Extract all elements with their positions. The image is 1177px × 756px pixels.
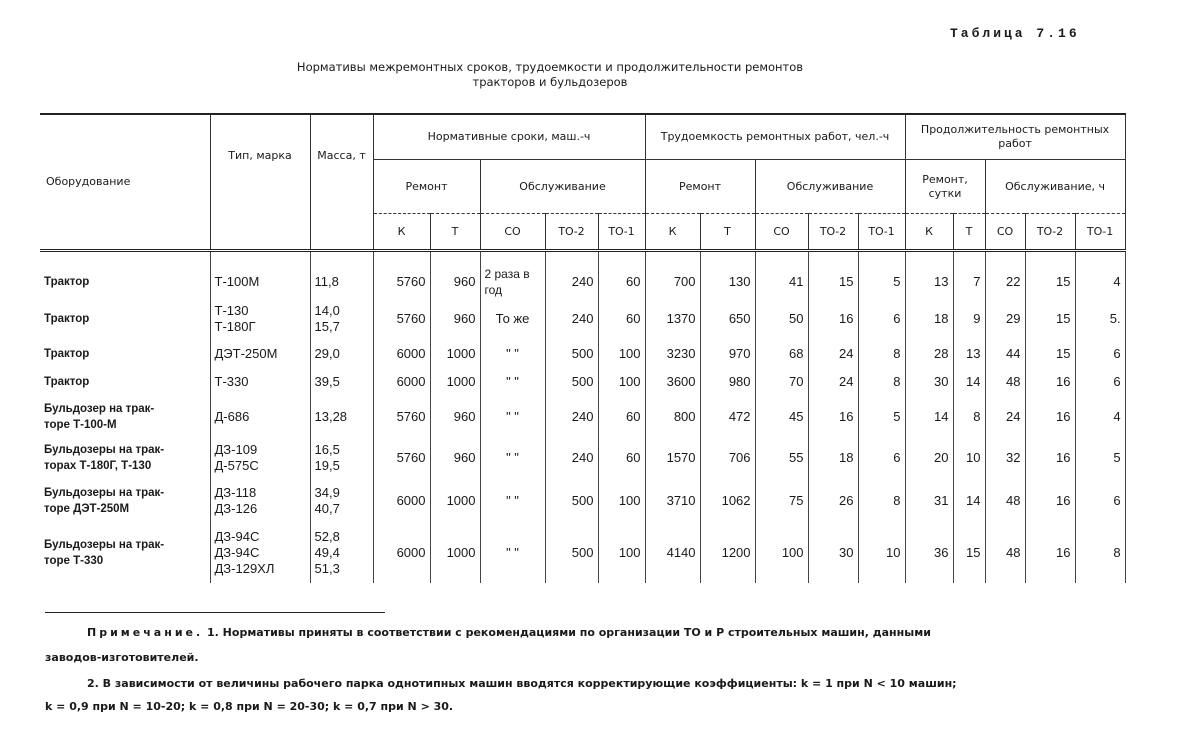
value-cell: 100 [598,340,645,368]
value-cell: 16 [808,298,858,340]
value-cell: 32 [985,438,1025,478]
subheader-7: СО [755,214,808,251]
value-cell: 5 [1075,438,1125,478]
value-cell: 1062 [700,478,755,523]
value-cell: То же [480,298,545,340]
type-cell: Т-130 Т-180Г [210,298,310,340]
value-cell: 16 [808,396,858,438]
value-cell: 16 [1025,396,1075,438]
mass-cell: 13,28 [310,396,373,438]
value-cell: 16 [1025,523,1075,583]
value-cell: 960 [430,396,480,438]
table-title [200,60,900,90]
table-row [40,298,1125,340]
header-service-1: Обслуживание [480,160,645,214]
mass-cell: 16,5 19,5 [310,438,373,478]
value-cell: 500 [545,523,598,583]
value-cell: 75 [755,478,808,523]
mass-cell: 11,8 [310,251,373,299]
value-cell: 5760 [373,438,430,478]
value-cell: 6 [858,438,905,478]
value-cell: 6 [1075,478,1125,523]
equipment-cell: Бульдозеры на трак- торах Т-180Г, Т-130 [40,438,210,478]
value-cell: 8 [953,396,985,438]
value-cell: 48 [985,368,1025,396]
value-cell: " " [480,438,545,478]
value-cell: 15 [1025,340,1075,368]
value-cell: 6000 [373,478,430,523]
mass-cell: 29,0 [310,340,373,368]
value-cell: 6000 [373,368,430,396]
value-cell: 5760 [373,251,430,299]
value-cell: 6 [858,298,905,340]
header-repair-2: Ремонт [645,160,755,214]
note-1-text: 1. Нормативы приняты в соответствии с рекомендациями по организации ТО и Р строительных машин, данными [207,626,931,639]
value-cell: " " [480,396,545,438]
subheader-11: Т [953,214,985,251]
value-cell: 240 [545,396,598,438]
value-cell: 22 [985,251,1025,299]
value-cell: 30 [905,368,953,396]
value-cell: 24 [808,368,858,396]
subheader-10: К [905,214,953,251]
equipment-cell: Трактор [40,298,210,340]
value-cell: 24 [985,396,1025,438]
value-cell: 3230 [645,340,700,368]
table-row [40,368,1125,396]
value-cell: 1000 [430,478,480,523]
header-labor-intensity: Трудоемкость ремонтных работ, чел.-ч [645,114,905,160]
mass-cell: 34,9 40,7 [310,478,373,523]
value-cell: 45 [755,396,808,438]
note-2: 2. В зависимости от величины рабочего парка однотипных машин вводятся корректирующие коэффициенты: k = 1 при N < 10 машин; [87,677,957,690]
value-cell: 240 [545,438,598,478]
value-cell: 6 [1075,340,1125,368]
value-cell: 240 [545,251,598,299]
value-cell: 472 [700,396,755,438]
header-repair-1: Ремонт [373,160,480,214]
table-number: Таблица 7.16 [950,26,1080,41]
value-cell: 24 [808,340,858,368]
value-cell: " " [480,523,545,583]
value-cell: 26 [808,478,858,523]
value-cell: 8 [858,478,905,523]
equipment-cell: Трактор [40,368,210,396]
value-cell: 60 [598,251,645,299]
value-cell: 15 [808,251,858,299]
subheader-9: ТО-1 [858,214,905,251]
note-1 [87,626,931,639]
value-cell: 500 [545,478,598,523]
title-line-2: тракторов и бульдозеров [472,75,628,89]
value-cell: 500 [545,340,598,368]
value-cell: 100 [598,523,645,583]
value-cell: 650 [700,298,755,340]
value-cell: 130 [700,251,755,299]
value-cell: 100 [598,368,645,396]
value-cell: 6 [1075,368,1125,396]
mass-cell: 14,0 15,7 [310,298,373,340]
header-duration: Продолжительность ремонтных работ [905,114,1125,160]
header-normative-periods: Нормативные сроки, маш.-ч [373,114,645,160]
subheader-13: ТО-2 [1025,214,1075,251]
note-1-continued: заводов-изготовителей. [45,651,199,664]
value-cell: 960 [430,251,480,299]
value-cell: 30 [808,523,858,583]
value-cell: 960 [430,438,480,478]
value-cell: 10 [953,438,985,478]
value-cell: 31 [905,478,953,523]
value-cell: 29 [985,298,1025,340]
equipment-cell: Трактор [40,340,210,368]
table-row [40,478,1125,523]
value-cell: 4 [1075,396,1125,438]
value-cell: 9 [953,298,985,340]
value-cell: 500 [545,368,598,396]
value-cell: 44 [985,340,1025,368]
subheader-8: ТО-2 [808,214,858,251]
subheader-3: ТО-2 [545,214,598,251]
value-cell: 14 [953,368,985,396]
value-cell: 1000 [430,523,480,583]
value-cell: 6000 [373,523,430,583]
value-cell: 70 [755,368,808,396]
value-cell: 100 [755,523,808,583]
subheader-14: ТО-1 [1075,214,1125,251]
table-row [40,340,1125,368]
value-cell: 14 [905,396,953,438]
value-cell: 16 [1025,438,1075,478]
value-cell: 15 [1025,251,1075,299]
type-cell: ДЗ-118 ДЗ-126 [210,478,310,523]
value-cell: 60 [598,438,645,478]
equipment-cell: Бульдозеры на трак- торе Т-330 [40,523,210,583]
value-cell: 20 [905,438,953,478]
value-cell: 1570 [645,438,700,478]
value-cell: 18 [905,298,953,340]
value-cell: 6000 [373,340,430,368]
value-cell: 48 [985,523,1025,583]
value-cell: 10 [858,523,905,583]
subheader-0: К [373,214,430,251]
value-cell: 28 [905,340,953,368]
type-cell: Д-686 [210,396,310,438]
value-cell: 1000 [430,340,480,368]
value-cell: 970 [700,340,755,368]
equipment-cell: Трактор [40,251,210,299]
value-cell: 5. [1075,298,1125,340]
value-cell: 18 [808,438,858,478]
value-cell: 800 [645,396,700,438]
header-equipment: Оборудование [40,114,210,251]
value-cell: 8 [858,340,905,368]
equipment-cell: Бульдозеры на трак- торе ДЭТ-250М [40,478,210,523]
value-cell: 3710 [645,478,700,523]
value-cell: 700 [645,251,700,299]
value-cell: 5760 [373,298,430,340]
mass-cell: 39,5 [310,368,373,396]
value-cell: 16 [1025,368,1075,396]
type-cell: Т-330 [210,368,310,396]
value-cell: 960 [430,298,480,340]
header-mass: Масса, т [310,114,373,251]
subheader-1: Т [430,214,480,251]
footnote-rule [45,612,385,613]
table-row [40,251,1125,299]
value-cell: 5 [858,251,905,299]
value-cell: 55 [755,438,808,478]
value-cell: 8 [858,368,905,396]
table-row [40,523,1125,583]
value-cell: " " [480,478,545,523]
header-repair-days: Ремонт, сутки [905,160,985,214]
value-cell: 240 [545,298,598,340]
header-service-2: Обслуживание [755,160,905,214]
value-cell: 15 [953,523,985,583]
value-cell: 4 [1075,251,1125,299]
subheader-12: СО [985,214,1025,251]
value-cell: 706 [700,438,755,478]
table-row [40,438,1125,478]
value-cell: 15 [1025,298,1075,340]
value-cell: 980 [700,368,755,396]
value-cell: 13 [905,251,953,299]
mass-cell: 52,8 49,4 51,3 [310,523,373,583]
value-cell: 5760 [373,396,430,438]
type-cell: ДЭТ-250М [210,340,310,368]
value-cell: 8 [1075,523,1125,583]
value-cell: 68 [755,340,808,368]
value-cell: 60 [598,396,645,438]
type-cell: ДЗ-109 Д-575С [210,438,310,478]
header-service-hours: Обслуживание, ч [985,160,1125,214]
value-cell: 7 [953,251,985,299]
value-cell: 36 [905,523,953,583]
subheader-4: ТО-1 [598,214,645,251]
value-cell: 48 [985,478,1025,523]
equipment-cell: Бульдозер на трак- торе Т-100-М [40,396,210,438]
value-cell: 1000 [430,368,480,396]
value-cell: 14 [953,478,985,523]
value-cell: 1370 [645,298,700,340]
value-cell: 4140 [645,523,700,583]
title-line-1: Нормативы межремонтных сроков, трудоемкости и продолжительности ремонтов [296,60,804,74]
value-cell: 2 раза в год [480,251,545,299]
subheader-5: К [645,214,700,251]
type-cell: ДЗ-94С ДЗ-94С ДЗ-129ХЛ [210,523,310,583]
value-cell: 13 [953,340,985,368]
subheader-6: Т [700,214,755,251]
value-cell: 1200 [700,523,755,583]
value-cell: 60 [598,298,645,340]
header-type: Тип, марка [210,114,310,251]
value-cell: 16 [1025,478,1075,523]
note-2-continued: k = 0,9 при N = 10-20; k = 0,8 при N = 20-30; k = 0,7 при N > 30. [45,700,454,713]
note-label: Примечание. [87,626,204,639]
value-cell: " " [480,368,545,396]
value-cell: 5 [858,396,905,438]
value-cell: 41 [755,251,808,299]
value-cell: 50 [755,298,808,340]
type-cell: Т-100М [210,251,310,299]
norms-table [40,113,1126,583]
table-row [40,396,1125,438]
subheader-2: СО [480,214,545,251]
value-cell: 3600 [645,368,700,396]
value-cell: " " [480,340,545,368]
value-cell: 100 [598,478,645,523]
